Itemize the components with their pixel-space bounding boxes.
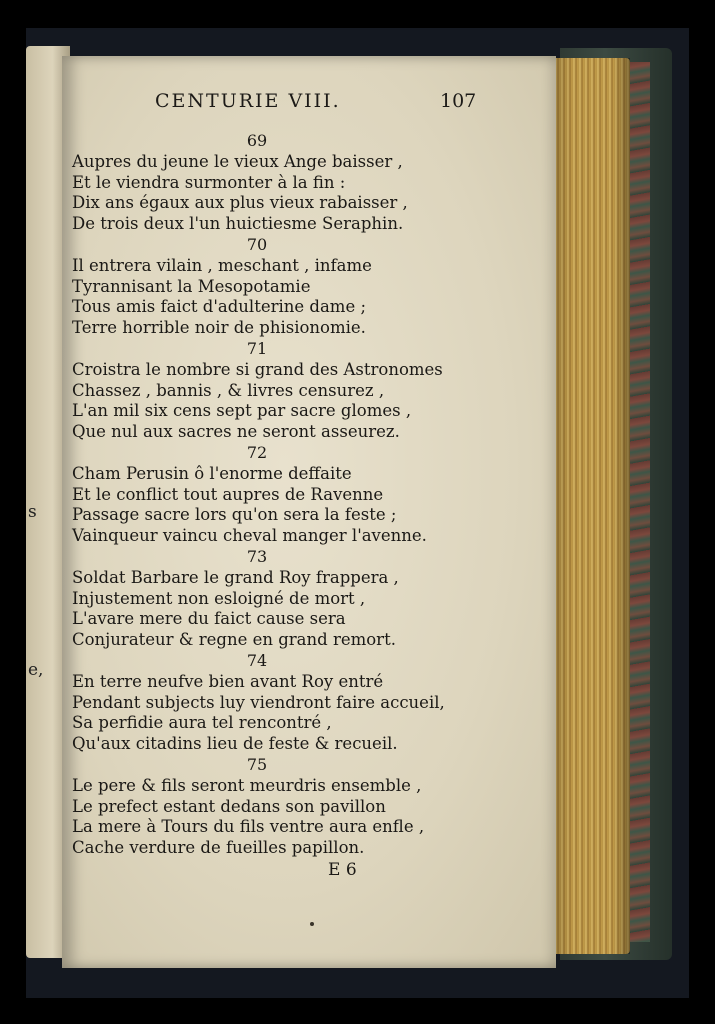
stanza (72, 546, 542, 650)
stanza (72, 650, 542, 754)
verse-line: Passage sacre lors qu'on sera la feste ; (72, 505, 397, 524)
stanza (72, 442, 542, 546)
verse-line: Que nul aux sacres ne seront asseurez. (72, 421, 400, 441)
left-page-mark-2: e, (28, 660, 44, 680)
stanza-number: 74 (246, 651, 268, 670)
verse-line: Dix ans égaux aux plus vieux rabaisser , (72, 193, 408, 212)
left-page-mark-1: s (28, 502, 37, 522)
verse-line: Le pere & fils seront meurdris ensemble , (72, 776, 422, 795)
stanza-number: 70 (246, 235, 268, 254)
verse-line: Conjurateur & regne en grand remort. (72, 629, 396, 649)
verse-line: Qu'aux citadins lieu de feste & recueil. (72, 733, 398, 753)
verse-line: Soldat Barbare le grand Roy frappera , (72, 568, 399, 587)
marbled-edge (628, 62, 650, 942)
verse-line: Chassez , bannis , & livres censurez , (72, 380, 385, 400)
verse-line: Croistra le nombre si grand des Astronomes (72, 360, 443, 379)
stanza (72, 338, 542, 442)
verse-line: Tyrannisant la Mesopotamie (72, 276, 311, 296)
verse-line: Il entrera vilain , meschant , infame (72, 256, 372, 275)
verse-line: Tous amis faict d'adulterine dame ; (72, 297, 367, 316)
verse-line: Et le conflict tout aupres de Ravenne (72, 484, 384, 504)
verse-line: Pendant subjects luy viendront faire accueil, (72, 692, 445, 712)
verse-line: Le prefect estant dedans son pavillon (72, 796, 386, 816)
verse-line: Et le viendra surmonter à la fin : (72, 172, 346, 192)
stanza-number: 71 (246, 339, 268, 358)
ink-speck (310, 922, 314, 926)
gilt-shading (548, 58, 630, 954)
verse-line: Sa perfidie aura tel rencontré , (72, 713, 332, 732)
stanza-number: 73 (246, 547, 268, 566)
running-head: CENTURIE VIII. (155, 90, 341, 112)
stanza-number: 69 (246, 131, 268, 150)
verse-line: Terre horrible noir de phisionomie. (72, 317, 366, 337)
stanza (72, 130, 542, 234)
verse-line: En terre neufve bien avant Roy entré (72, 672, 384, 691)
stanza-number: 75 (246, 755, 268, 774)
signature-mark: E 6 (328, 860, 357, 880)
quatrain-text (72, 130, 542, 858)
verse-line: Cham Perusin ô l'enorme deffaite (72, 464, 352, 483)
stanza (72, 234, 542, 338)
verse-line: Aupres du jeune le vieux Ange baisser , (72, 152, 403, 171)
verse-line: Injustement non esloigné de mort , (72, 588, 366, 608)
stanza (72, 754, 542, 858)
verse-line: L'avare mere du faict cause sera (72, 609, 346, 628)
verse-line: De trois deux l'un huictiesme Seraphin. (72, 213, 404, 233)
stanza-number: 72 (246, 443, 268, 462)
verse-line: La mere à Tours du fils ventre aura enfle , (72, 817, 425, 836)
page-number: 107 (440, 90, 477, 112)
verse-line: L'an mil six cens sept par sacre glomes , (72, 401, 412, 420)
verse-line: Vainqueur vaincu cheval manger l'avenne. (72, 525, 427, 545)
verse-line: Cache verdure de fueilles papillon. (72, 837, 365, 857)
